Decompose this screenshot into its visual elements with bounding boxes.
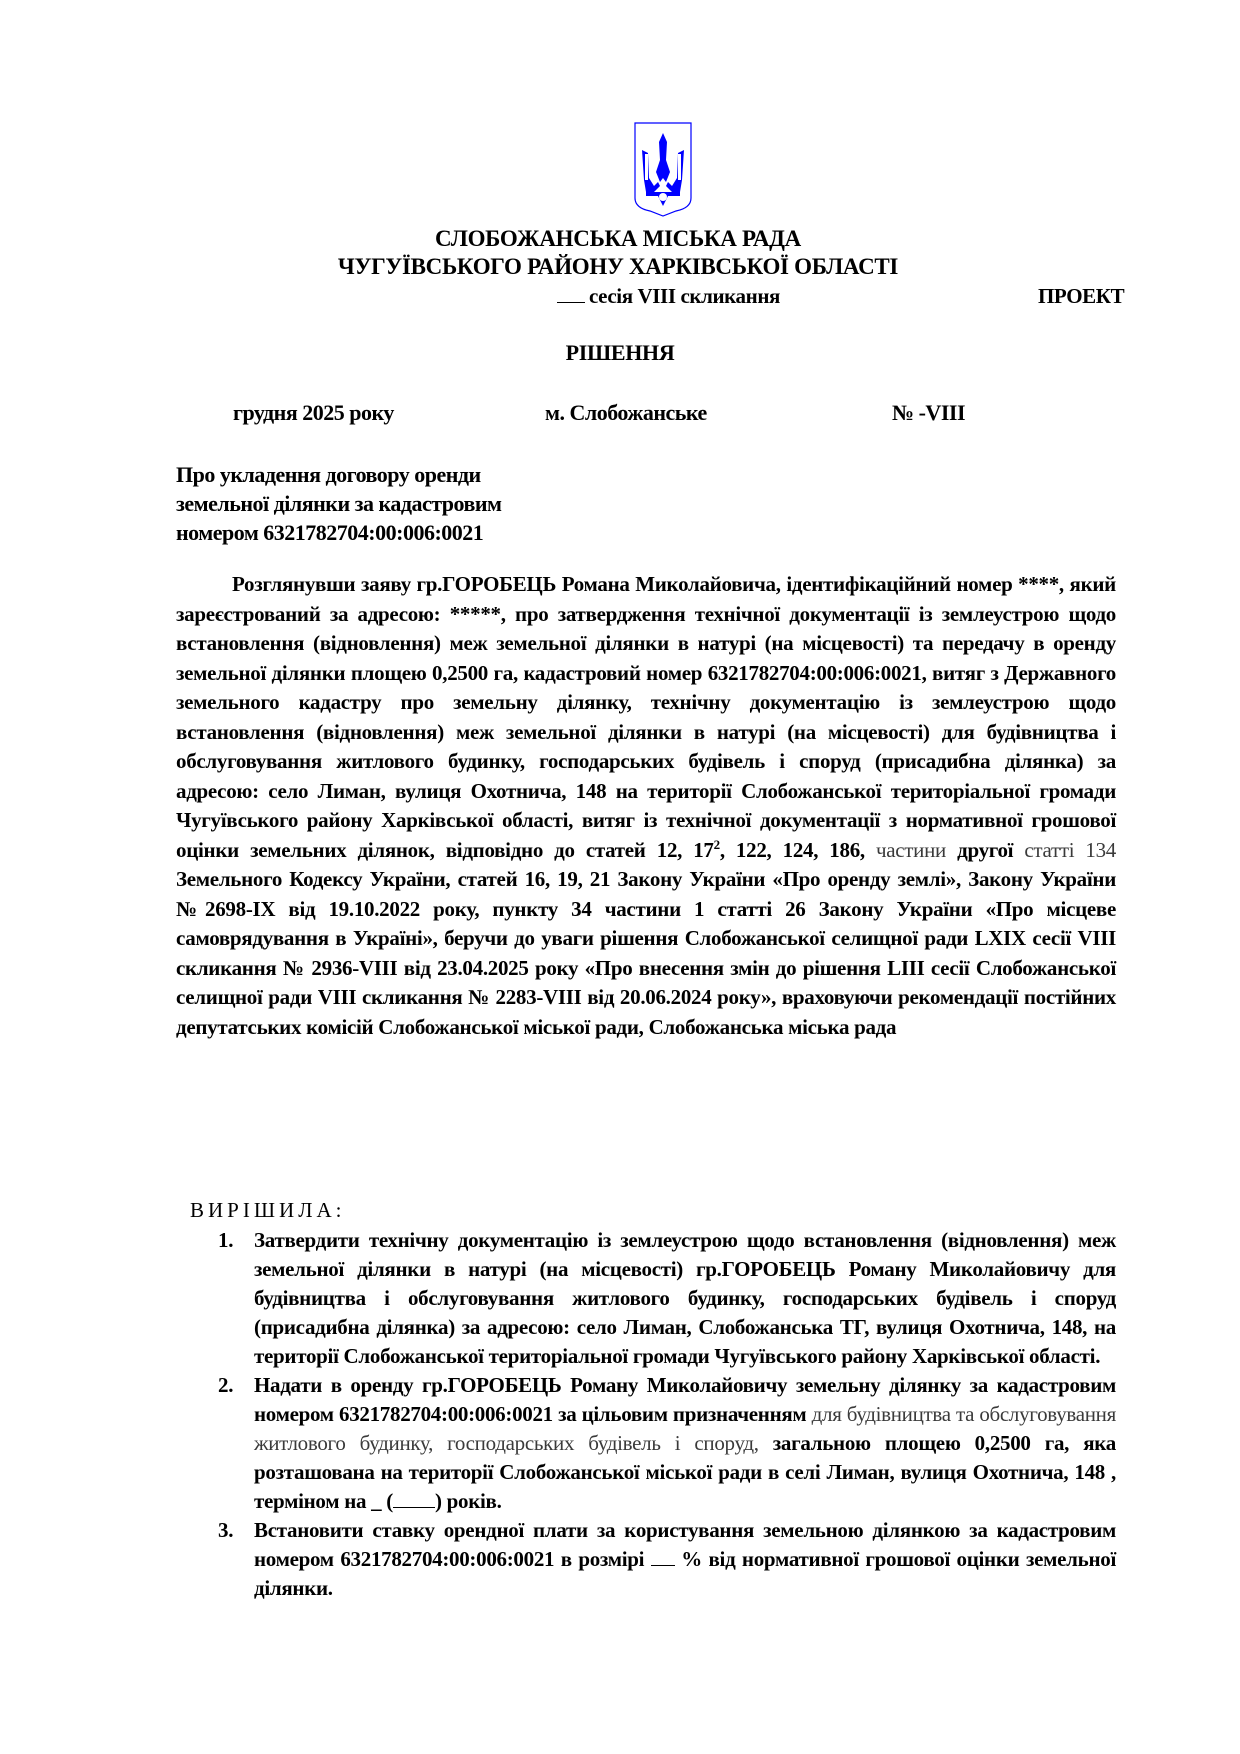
decision-number: 2. bbox=[218, 1373, 234, 1397]
decision-item bbox=[218, 1226, 1116, 1371]
decision-text-light: для будівництва та обслуговування житлового будинку, господарських будівель і споруд, bbox=[254, 1402, 1116, 1455]
document-date: грудня 2025 року bbox=[233, 400, 394, 425]
decision-text: % від нормативної грошової оцінки земельної ділянки. bbox=[254, 1547, 1116, 1600]
preamble-text-light: частини bbox=[876, 837, 958, 862]
preamble-text-light: статті 134 bbox=[1013, 837, 1117, 862]
council-name: СЛОБОЖАНСЬКА МІСЬКА РАДА bbox=[435, 226, 801, 251]
preamble-text: , 122, 124, 186, bbox=[719, 837, 876, 862]
lease-term-blank bbox=[393, 1489, 435, 1508]
decision-item bbox=[218, 1516, 1116, 1603]
decision-item bbox=[218, 1371, 1116, 1516]
preamble-paragraph bbox=[176, 570, 1116, 1042]
document-number: № -VIII bbox=[892, 400, 966, 425]
subject-line: Про укладення договору оренди bbox=[176, 462, 481, 487]
decision-text: Надати в оренду гр.ГОРОБЕЦЬ Роману Миколайовичу земельну ділянку за кадастровим номером 6321782704:00:006:0021 за цільовим призначенням bbox=[254, 1373, 1116, 1426]
session-line bbox=[557, 284, 780, 309]
decision-text: загальною площею 0,2500 га, яка розташована на території Слобожанської міської ради в селі Лиман, вулиця Охотнича, 148 , терміном на _ ( bbox=[254, 1431, 1116, 1513]
coat-of-arms-icon bbox=[632, 120, 694, 218]
decision-text: ) років. bbox=[434, 1489, 502, 1513]
draft-label: ПРОЕКТ bbox=[1038, 284, 1125, 308]
preamble-text: Земельного Кодексу України, статей 16, 19, 21 Закону України «Про оренду землі», Закону України №2698-IX від 19.10.2022 року, пункту 34 частини 1 статті 26 Закону України «Про місцеве самоврядування в Україні», беручи до уваги рішення Слобожанської селищної ради LXIX сесії VIII скликання № 2936-VIII від 23.04.2025 року «Про внесення змін до рішення LIII сесії Слобожанської селищної ради VIII скликання № 2283-VIII від 20.06.2024 року», враховуючи рекомендації постійних депутатських комісій Слобожанської міської ради, Слобожанська міська рада bbox=[176, 867, 1116, 1039]
preamble-text: Розглянувши заяву гр.ГОРОБЕЦЬ Романа Миколайовича, ідентифікаційний номер ****, який зареєстрований за адресою: *****, про затвердження технічної документації із землеустрою щодо встановлення (відновлення) меж земельної ділянки в натурі (на місцевості) та передачу в оренду земельної ділянки площею 0,2500 га, кадастровий номер 6321782704:00:006:0021, витяг з Державного земельного кадастру про земельну ділянку, технічну документацію із землеустрою щодо встановлення (відновлення) меж земельної ділянки в натурі (на місцевості) для будівництва і обслуговування житлового будинку, господарських будівель і споруд (присадибна ділянка) за адресою: село Лиман, вулиця Охотнича, 148 на території Слобожанської територіальної громади Чугуївського району Харківської області, витяг із технічної документації з нормативної грошової оцінки земельних ділянок, відповідно до статей 12, 17 bbox=[176, 572, 1116, 862]
decided-heading: ВИРІШИЛА: bbox=[190, 1198, 346, 1222]
subject-line: земельної ділянки за кадастровим bbox=[176, 491, 502, 516]
decision-number: 1. bbox=[218, 1228, 234, 1252]
rent-rate-blank bbox=[651, 1547, 675, 1566]
superscript: 2 bbox=[713, 836, 720, 852]
decision-number: 3. bbox=[218, 1518, 234, 1542]
document-city: м. Слобожанське bbox=[545, 400, 707, 425]
subject-line: номером 6321782704:00:006:0021 bbox=[176, 520, 484, 545]
district-region: ЧУГУЇВСЬКОГО РАЙОНУ ХАРКІВСЬКОЇ ОБЛАСТІ bbox=[337, 254, 899, 279]
decision-text: Затвердити технічну документацію із землеустрою щодо встановлення (відновлення) меж земельної ділянки в натурі (на місцевості) гр.ГОРОБЕЦЬ Роману Миколайовичу для будівництва і обслуговування житлового будинку, господарських будівель і споруд (присадибна ділянка) за адресою: село Лиман, Слобожанська ТГ, вулиця Охотнича, 148, на території Слобожанської територіальної громади Чугуївського району Харківської області. bbox=[254, 1228, 1116, 1368]
decision-text: Встановити ставку орендної плати за користування земельною ділянкою за кадастровим номером 6321782704:00:006:0021 в розмірі bbox=[254, 1518, 1116, 1571]
session-number-blank bbox=[557, 284, 585, 303]
document-title: РІШЕННЯ bbox=[565, 340, 675, 365]
session-label: сесія VIII скликання bbox=[589, 284, 780, 308]
preamble-text: другої bbox=[957, 837, 1014, 862]
decisions-list bbox=[218, 1226, 1116, 1603]
document-subject bbox=[176, 460, 502, 547]
